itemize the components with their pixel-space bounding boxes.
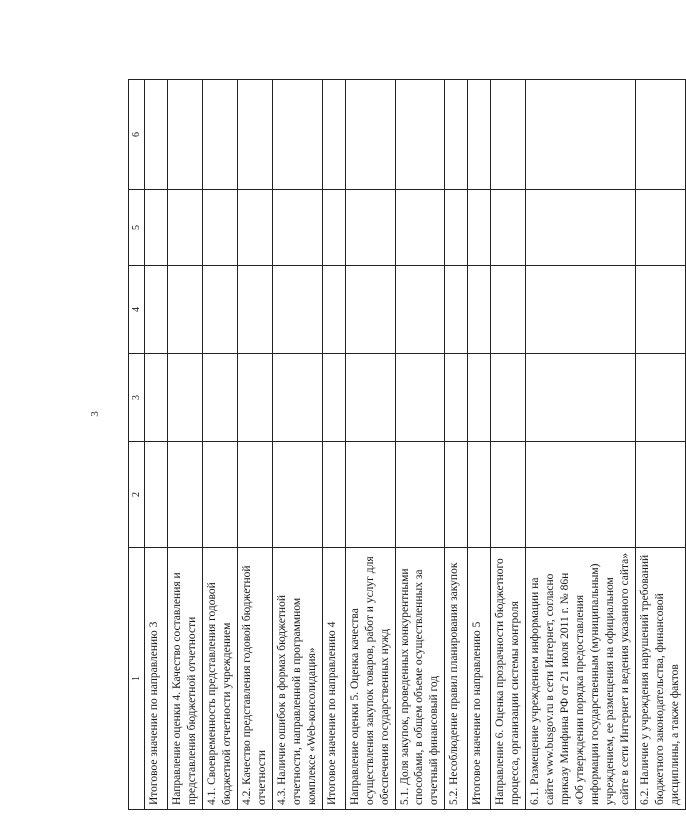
table-cell [635, 266, 685, 354]
table-cell [526, 190, 636, 266]
table-cell [395, 442, 445, 548]
table-cell [203, 442, 238, 548]
table-row [468, 80, 491, 810]
evaluation-table [128, 79, 686, 810]
table-cell [145, 80, 168, 190]
row-label: Итоговое значение по направлению 3 [145, 548, 168, 810]
table-cell [635, 80, 685, 190]
table-row [491, 80, 526, 810]
table-cell [238, 80, 273, 190]
column-header: 3 [129, 354, 145, 442]
row-label: 6.1. Размещение учреждением информации на сайте www.busgov.ru в сети Интернет, согласно приказу Минфина РФ от 21 июля 2011 г. № 86н «Об утверждении порядка предоставления информации государственным (муниципальным) учреждением, ее размещения на официальном сайте в сети Интернет и ведения указанного сайта» [526, 548, 636, 810]
table-cell [322, 190, 345, 266]
table-cell [445, 190, 468, 266]
table-cell [272, 442, 322, 548]
table-cell [526, 442, 636, 548]
table-cell [445, 442, 468, 548]
row-label: 5.1. Доля закупок, проведенных конкурентными способами, в общем объеме осуществленных за отчетный финансовый год [395, 548, 445, 810]
table-cell [145, 354, 168, 442]
row-label: 4.2. Качество представления годовой бюджетной отчетности [238, 548, 273, 810]
table-cell [468, 354, 491, 442]
column-header: 5 [129, 190, 145, 266]
table-row [168, 80, 203, 810]
table-cell [468, 266, 491, 354]
table-cell [345, 266, 395, 354]
table-cell [168, 266, 203, 354]
table-cell [168, 442, 203, 548]
header-row [129, 80, 145, 810]
row-label: Итоговое значение по направлению 4 [322, 548, 345, 810]
table-cell [272, 190, 322, 266]
table-cell [322, 266, 345, 354]
table-row [145, 80, 168, 810]
table-cell [345, 190, 395, 266]
table-cell [468, 190, 491, 266]
table-row [395, 80, 445, 810]
table-cell [491, 190, 526, 266]
table-cell [345, 354, 395, 442]
table-cell [345, 442, 395, 548]
table-cell [272, 266, 322, 354]
table-cell [345, 80, 395, 190]
table-cell [168, 354, 203, 442]
table-cell [526, 354, 636, 442]
table-cell [635, 190, 685, 266]
row-label: Направление оценки 5. Оценка качества осуществления закупок товаров, работ и услуг для обеспечения государственных нужд [345, 548, 395, 810]
row-label: 5.2. Несоблюдение правил планирования закупок [445, 548, 468, 810]
table-cell [526, 80, 636, 190]
table-cell [238, 354, 273, 442]
table-row [635, 80, 685, 810]
table-cell [203, 266, 238, 354]
table-cell [395, 190, 445, 266]
table-cell [491, 80, 526, 190]
column-header: 2 [129, 442, 145, 548]
table-cell [203, 80, 238, 190]
table-cell [203, 354, 238, 442]
table-row [272, 80, 322, 810]
table-row [322, 80, 345, 810]
table-cell [468, 80, 491, 190]
column-header: 1 [129, 548, 145, 810]
column-header: 4 [129, 266, 145, 354]
table-cell [395, 266, 445, 354]
row-label: Итоговое значение по направлению 5 [468, 548, 491, 810]
page-number: 3 [88, 411, 101, 417]
column-header: 6 [129, 80, 145, 190]
table-cell [238, 190, 273, 266]
table-cell [468, 442, 491, 548]
table-cell [238, 266, 273, 354]
table-cell [491, 354, 526, 442]
table-cell [145, 442, 168, 548]
table-cell [322, 442, 345, 548]
table-cell [445, 354, 468, 442]
table-cell [145, 266, 168, 354]
table-row [203, 80, 238, 810]
table-row [238, 80, 273, 810]
table-cell [322, 354, 345, 442]
table-cell [526, 266, 636, 354]
table-cell [272, 354, 322, 442]
row-label: 4.3. Наличие ошибок в формах бюджетной отчетности, направленной в программном комплексе «Web-консолидация» [272, 548, 322, 810]
table-cell [238, 442, 273, 548]
table-row [526, 80, 636, 810]
row-label: 6.2. Наличие у учреждения нарушений требований бюджетного законодательства, финансовой дисциплины, а также фактов [635, 548, 685, 810]
table-cell [322, 80, 345, 190]
table-cell [168, 190, 203, 266]
table-row [345, 80, 395, 810]
table-cell [491, 266, 526, 354]
row-label: Направление оценки 4. Качество составления и представления бюджетной отчетности [168, 548, 203, 810]
row-label: Направление 6. Оценка прозрачности бюджетного процесса, организации системы контроля [491, 548, 526, 810]
table-cell [145, 190, 168, 266]
table-cell [445, 80, 468, 190]
table-cell [395, 80, 445, 190]
table-cell [445, 266, 468, 354]
rotated-document [128, 80, 681, 810]
table-cell [635, 442, 685, 548]
row-label: 4.1. Своевременность представления годовой бюджетной отчетности учреждением [203, 548, 238, 810]
table-cell [203, 190, 238, 266]
table-cell [272, 80, 322, 190]
table-cell [491, 442, 526, 548]
table-cell [635, 354, 685, 442]
table-row [445, 80, 468, 810]
table-cell [395, 354, 445, 442]
table-cell [168, 80, 203, 190]
